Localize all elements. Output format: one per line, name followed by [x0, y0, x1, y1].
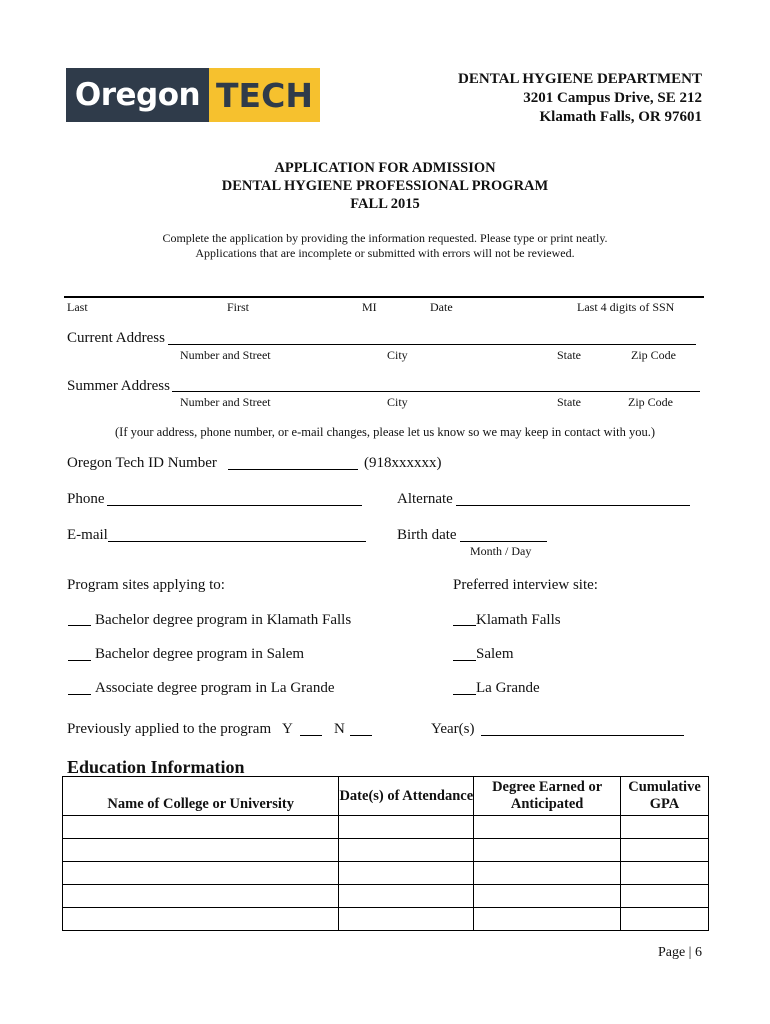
birth-date-field[interactable]: [460, 541, 547, 542]
birth-date-label: Birth date: [397, 527, 457, 543]
summer-city-label: City: [387, 395, 408, 409]
education-header-row: [63, 777, 709, 816]
gpa-cell[interactable]: [621, 839, 709, 862]
col-college: Name of College or University: [63, 777, 339, 816]
current-street-label: Number and Street: [180, 348, 271, 362]
yes-blank[interactable]: [300, 735, 322, 736]
interview-option-1-blank[interactable]: [453, 625, 476, 626]
logo-tech: TECH: [209, 68, 320, 122]
dates-cell[interactable]: [339, 862, 474, 885]
summer-zip-label: Zip Code: [628, 395, 673, 409]
alternate-label: Alternate: [397, 491, 453, 507]
department-name: DENTAL HYGIENE DEPARTMENT: [458, 71, 702, 87]
email-label: E-mail: [67, 527, 108, 543]
logo-oregon: Oregon: [66, 68, 209, 122]
label-last: Last: [67, 300, 88, 314]
dates-cell[interactable]: [339, 816, 474, 839]
alternate-field[interactable]: [456, 505, 690, 506]
college-cell[interactable]: [63, 816, 339, 839]
current-address-label: Current Address: [67, 330, 165, 346]
degree-cell[interactable]: [474, 862, 621, 885]
gpa-cell[interactable]: [621, 908, 709, 931]
page-number: Page | 6: [657, 945, 702, 960]
college-cell[interactable]: [63, 885, 339, 908]
degree-cell[interactable]: [474, 885, 621, 908]
program-option-2-blank[interactable]: [68, 660, 91, 661]
summer-state-label: State: [557, 395, 581, 409]
summer-street-label: Number and Street: [180, 395, 271, 409]
gpa-cell[interactable]: [621, 816, 709, 839]
program-option-2: Bachelor degree program in Salem: [95, 646, 305, 662]
education-table: [62, 776, 709, 931]
contact-note: (If your address, phone number, or e-mail changes, please let us know so we may keep in contact with you.): [115, 425, 655, 439]
instructions-line-2: Applications that are incomplete or submitted with errors will not be reviewed.: [195, 246, 575, 260]
interview-option-3: La Grande: [476, 680, 540, 696]
degree-cell[interactable]: [474, 839, 621, 862]
table-row: [63, 862, 709, 885]
label-first: First: [227, 300, 250, 314]
gpa-cell[interactable]: [621, 862, 709, 885]
program-option-1-blank[interactable]: [68, 625, 91, 626]
no-blank[interactable]: [350, 735, 372, 736]
interview-option-2: Salem: [476, 646, 514, 662]
col-degree: Degree Earned or Anticipated: [474, 777, 621, 816]
interview-site-heading: Preferred interview site:: [453, 577, 598, 593]
dates-cell[interactable]: [339, 885, 474, 908]
oregon-tech-logo: [66, 68, 320, 122]
table-row: [63, 839, 709, 862]
current-state-label: State: [557, 348, 581, 362]
college-cell[interactable]: [63, 839, 339, 862]
dates-cell[interactable]: [339, 839, 474, 862]
program-option-3-blank[interactable]: [68, 694, 91, 695]
id-number-hint: (918xxxxxx): [364, 455, 442, 471]
department-address: [458, 70, 702, 127]
phone-field[interactable]: [107, 505, 362, 506]
interview-option-3-blank[interactable]: [453, 694, 476, 695]
program-sites-heading: Program sites applying to:: [67, 577, 225, 593]
college-cell[interactable]: [63, 862, 339, 885]
phone-label: Phone: [67, 491, 105, 507]
instructions-line-1: Complete the application by providing the information requested. Please type or print neatly.: [162, 231, 608, 245]
col-dates: Date(s) of Attendance: [339, 777, 474, 816]
interview-option-2-blank[interactable]: [453, 660, 476, 661]
dates-cell[interactable]: [339, 908, 474, 931]
no-label: N: [334, 721, 345, 737]
current-city-label: City: [387, 348, 408, 362]
degree-cell[interactable]: [474, 816, 621, 839]
interview-option-1: Klamath Falls: [476, 612, 561, 628]
degree-cell[interactable]: [474, 908, 621, 931]
program-option-3: Associate degree program in La Grande: [95, 680, 335, 696]
program-option-1: Bachelor degree program in Klamath Falls: [95, 612, 352, 628]
birth-date-hint: Month / Day: [470, 544, 532, 558]
id-number-label: Oregon Tech ID Number: [67, 455, 217, 471]
gpa-cell[interactable]: [621, 885, 709, 908]
term-title: FALL 2015: [350, 196, 420, 212]
education-heading: Education Information: [67, 757, 245, 777]
yes-label: Y: [282, 721, 293, 737]
current-address-field[interactable]: [168, 344, 696, 345]
name-line[interactable]: [64, 296, 704, 298]
col-gpa: Cumulative GPA: [621, 777, 709, 816]
current-zip-label: Zip Code: [631, 348, 676, 362]
department-city: Klamath Falls, OR 97601: [539, 109, 702, 125]
id-number-field[interactable]: [228, 469, 358, 470]
label-ssn: Last 4 digits of SSN: [577, 300, 675, 314]
label-date: Date: [430, 300, 453, 314]
form-title: APPLICATION FOR ADMISSION: [274, 160, 496, 176]
summer-address-label: Summer Address: [67, 378, 170, 394]
years-field[interactable]: [481, 735, 684, 736]
table-row: [63, 908, 709, 931]
table-row: [63, 816, 709, 839]
label-mi: MI: [362, 300, 377, 314]
email-field[interactable]: [108, 541, 366, 542]
previously-applied-label: Previously applied to the program: [67, 721, 272, 737]
table-row: [63, 885, 709, 908]
college-cell[interactable]: [63, 908, 339, 931]
department-street: 3201 Campus Drive, SE 212: [523, 90, 702, 106]
summer-address-field[interactable]: [172, 391, 700, 392]
program-title: DENTAL HYGIENE PROFESSIONAL PROGRAM: [221, 178, 549, 194]
years-label: Year(s): [431, 721, 475, 737]
